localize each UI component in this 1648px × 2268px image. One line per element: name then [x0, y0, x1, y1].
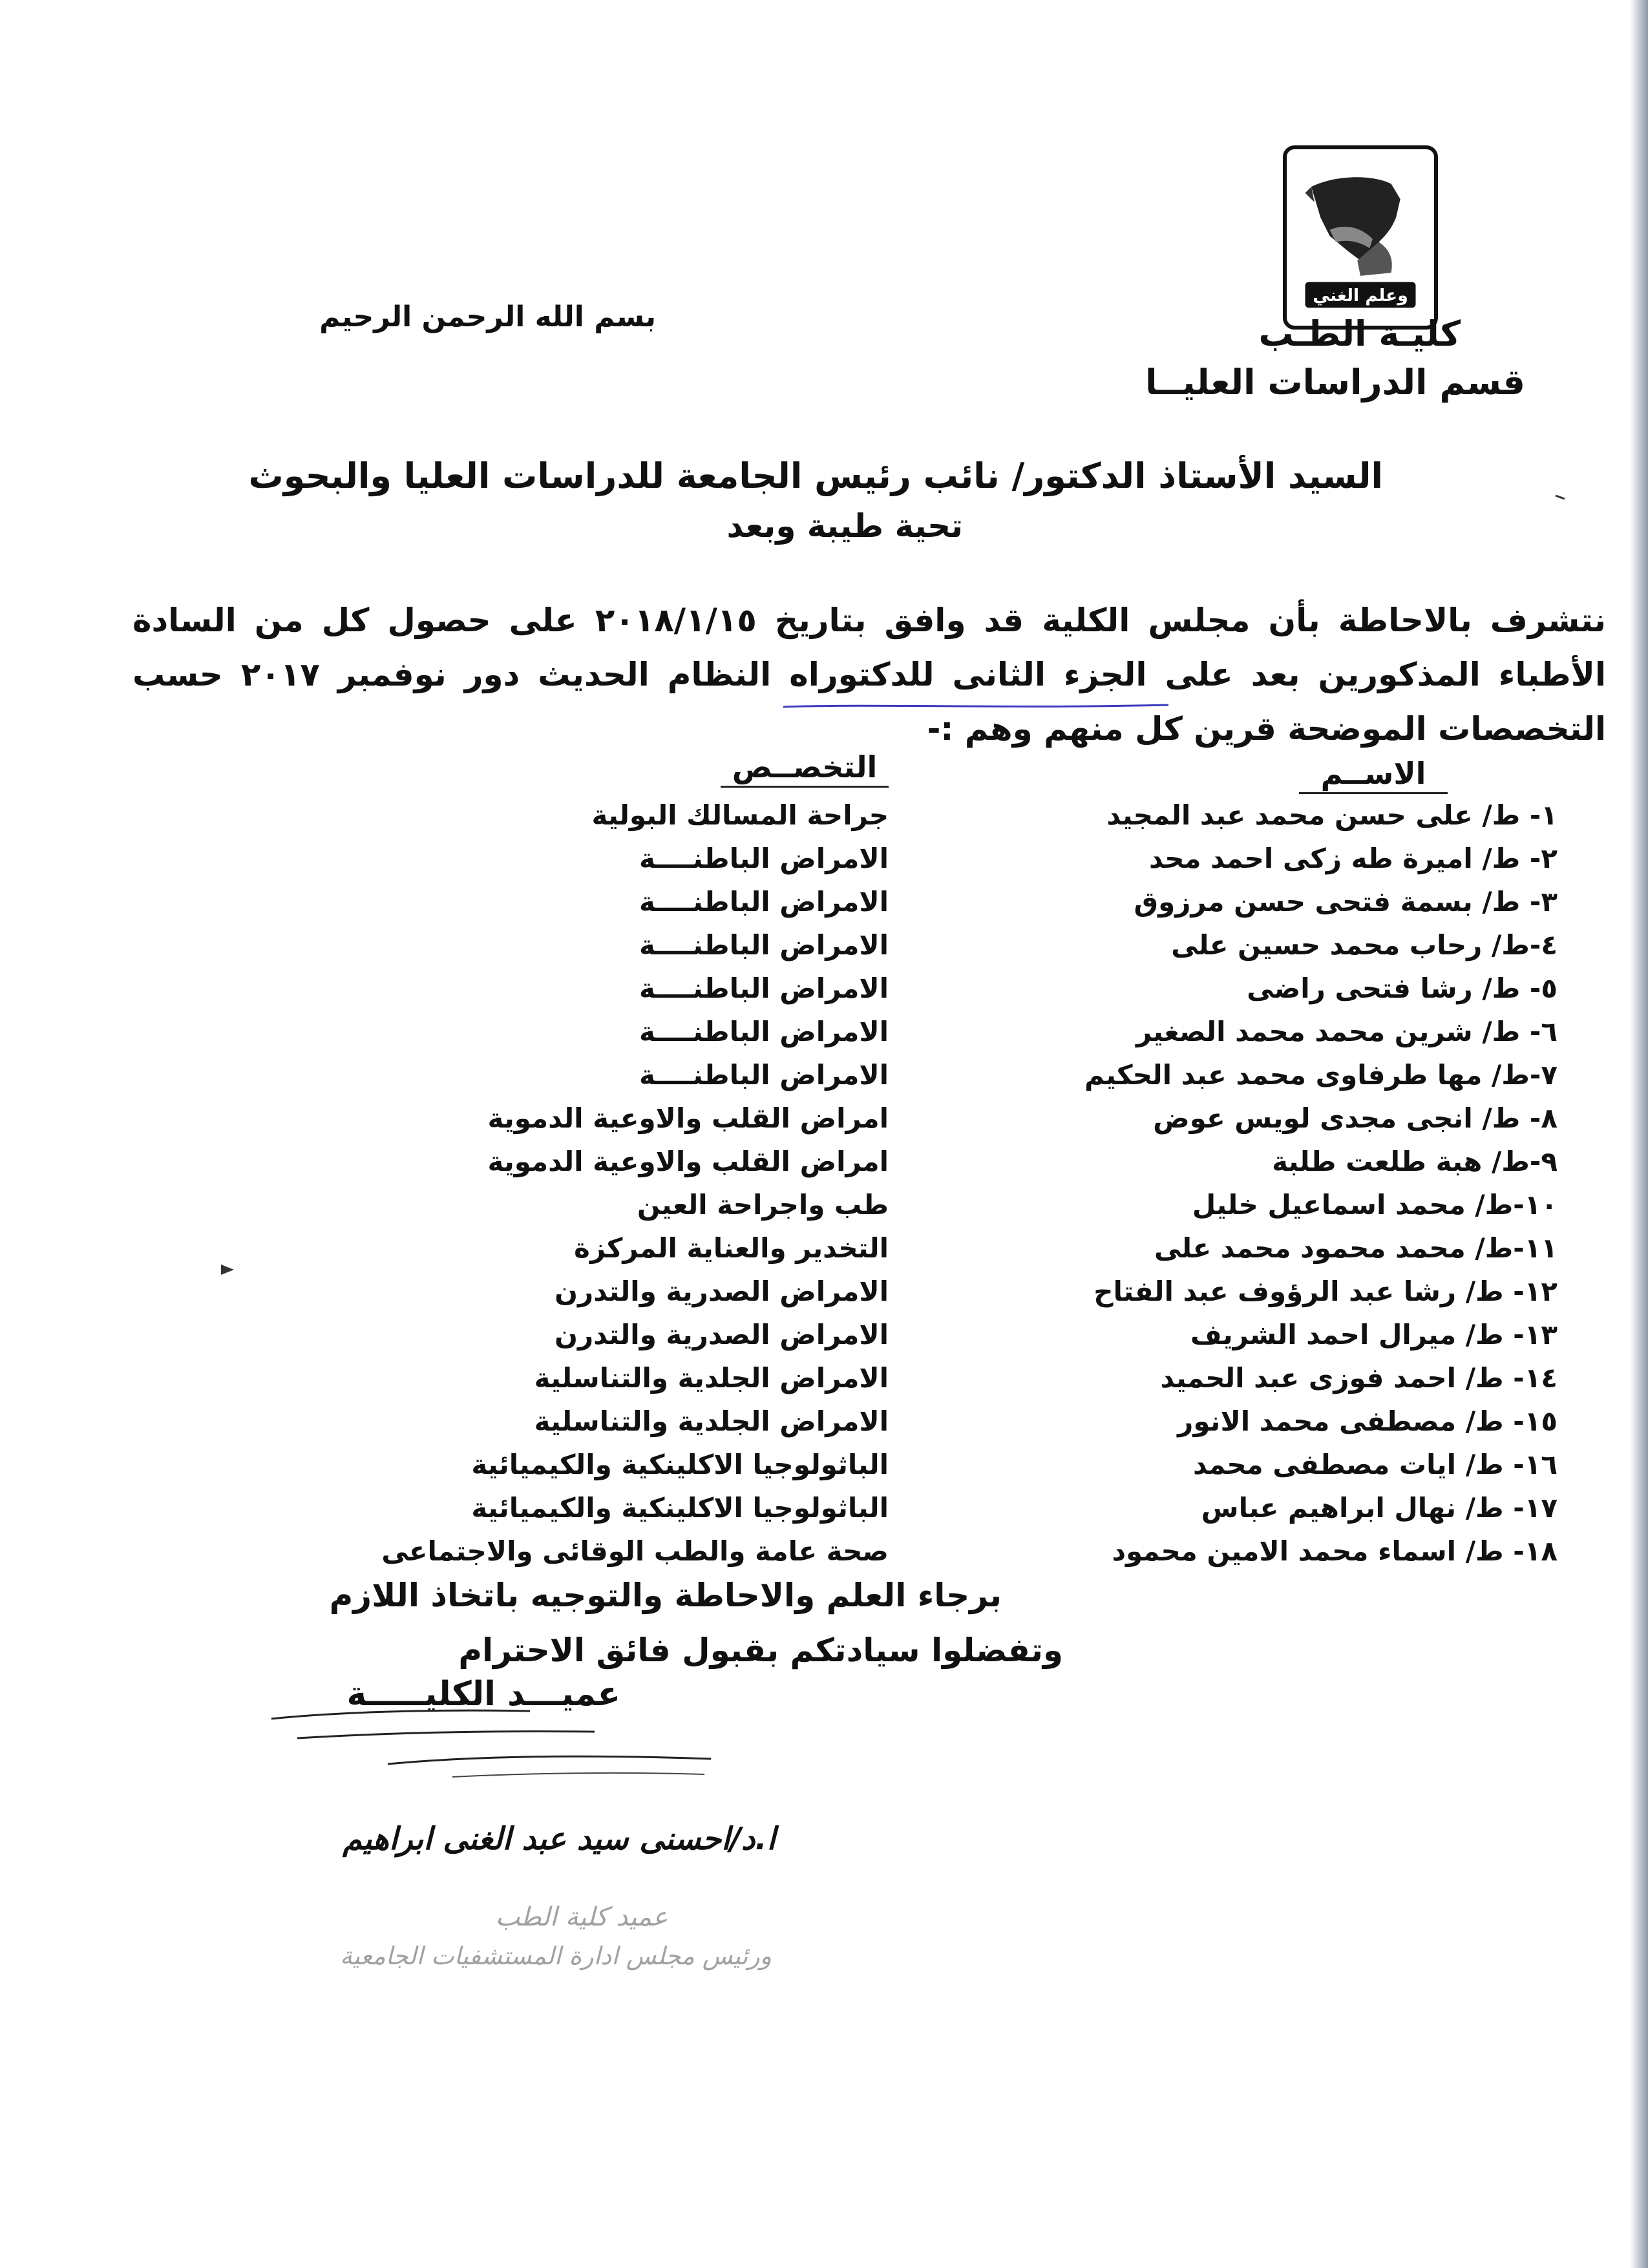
stray-mark — [1554, 494, 1566, 501]
faculty-logo — [1283, 145, 1438, 330]
names-list — [1066, 793, 1558, 1573]
closing-request: برجاء العلم والاحاطة والتوجيه باتخاذ اللازم — [329, 1577, 1002, 1614]
list-item: الامراض الجلدية والتناسلية — [534, 1362, 889, 1394]
closing-regards: وتفضلوا سيادتكم بقبول فائق الاحترام — [458, 1632, 1063, 1669]
list-item: جراحة المسالك البولية — [591, 799, 889, 831]
list-item: ٤-ط/ رحاب محمد حسين على — [1171, 929, 1558, 961]
signer-name: ا.د/احسنى سيد عبد الغنى ابراهيم — [343, 1821, 776, 1857]
logo-label: وعلم الغني — [1313, 285, 1408, 306]
list-item: الامراض الباطنــــة — [639, 1016, 889, 1047]
list-item: ١١-ط/ محمد محمود محمد على — [1154, 1232, 1558, 1264]
faculty-name: كليـة الطـب — [1258, 313, 1461, 354]
list-item: ٣- ط/ بسمة فتحى حسن مرزوق — [1134, 886, 1558, 918]
list-item: الامراض الباطنــــة — [639, 1059, 889, 1091]
basmala: بسم الله الرحمن الرحيم — [319, 300, 656, 333]
list-item: ١٨- ط/ اسماء محمد الامين محمود — [1112, 1535, 1558, 1567]
specialty-column-header: التخصــص — [721, 750, 889, 788]
list-item: ١٣- ط/ ميرال احمد الشريف — [1190, 1319, 1558, 1350]
list-item: الامراض الباطنــــة — [639, 972, 889, 1004]
pen-underline — [782, 701, 1170, 710]
list-item: امراض القلب والاوعية الدموية — [487, 1102, 889, 1134]
stray-arrow-icon — [220, 1263, 235, 1276]
list-item: ١٦- ط/ ايات مصطفى محمد — [1192, 1449, 1558, 1480]
list-item: ٧-ط/ مها طرفاوى محمد عبد الحكيم — [1084, 1059, 1558, 1091]
list-item: التخدير والعناية المركزة — [574, 1232, 889, 1264]
faded-stamp — [310, 1890, 776, 1987]
list-item: الامراض الباطنــــة — [639, 886, 889, 918]
specialties-list — [359, 793, 889, 1573]
list-item: ١٥- ط/ مصطفى محمد الانور — [1178, 1405, 1558, 1437]
handwritten-signature — [259, 1693, 724, 1790]
list-item: ٩-ط/ هبة طلعت طلبة — [1272, 1146, 1558, 1177]
list-item: ١٠-ط/ محمد اسماعيل خليل — [1192, 1189, 1558, 1221]
list-item: ١- ط/ على حسن محمد عبد المجيد — [1106, 799, 1558, 831]
list-item: امراض القلب والاوعية الدموية — [487, 1146, 889, 1177]
list-item: الباثولوجيا الاكلينكية والكيميائية — [471, 1449, 889, 1480]
nefertiti-logo-icon — [1287, 149, 1434, 326]
list-item: الامراض الجلدية والتناسلية — [534, 1405, 889, 1437]
list-item: الامراض الصدرية والتدرن — [555, 1319, 889, 1350]
greeting-line: تحية طيبة وبعد — [726, 507, 963, 545]
scan-edge — [1630, 0, 1648, 2268]
letter-body: نتشرف بالاحاطة بأن مجلس الكلية قد وافق بتاريخ ٢٠١٨/١/١٥ على حصول كل من السادة الأطباء المذكورين بعد على الجزء الثانى للدكتوراه النظام الحديث دور نوفمبر ٢٠١٧ حسب التخصصات الموضحة قرين كل منهم وهم :- — [132, 602, 1607, 748]
list-item: ١٧- ط/ نهال ابراهيم عباس — [1201, 1492, 1558, 1524]
list-item: الباثولوجيا الاكلينكية والكيميائية — [471, 1492, 889, 1524]
dean-title: عميـــد الكليـــــة — [346, 1675, 620, 1714]
list-item: ١٤- ط/ احمد فوزى عبد الحميد — [1160, 1362, 1558, 1394]
department-name: قسم الدراسات العليــا — [1145, 362, 1525, 403]
addressee-line: السيد الأستاذ الدكتور/ نائب رئيس الجامعة للدراسات العليا والبحوث — [248, 456, 1383, 496]
list-item: صحة عامة والطب الوقائى والاجتماعى — [381, 1535, 889, 1567]
list-item: ١٢- ط/ رشا عبد الرؤوف عبد الفتاح — [1093, 1276, 1558, 1307]
list-item: ٦- ط/ شرين محمد محمد الصغير — [1136, 1016, 1558, 1047]
list-item: ٨- ط/ انجى مجدى لويس عوض — [1153, 1102, 1558, 1134]
list-item: الامراض الباطنــــة — [639, 929, 889, 961]
stamp-line-2: ورئيس مجلس ادارة المستشفيات الجامعية — [340, 1942, 772, 1970]
list-item: ٥- ط/ رشا فتحى راضى — [1247, 972, 1558, 1004]
list-item: الامراض الباطنــــة — [639, 843, 889, 874]
list-item: الامراض الصدرية والتدرن — [555, 1276, 889, 1307]
stamp-line-1: عميد كلية الطب — [495, 1902, 668, 1932]
list-item: ٢- ط/ اميرة طه زكى احمد محد — [1149, 843, 1558, 874]
list-item: طب واجراحة العين — [637, 1189, 889, 1221]
names-column-header: الاســم — [1299, 756, 1448, 794]
